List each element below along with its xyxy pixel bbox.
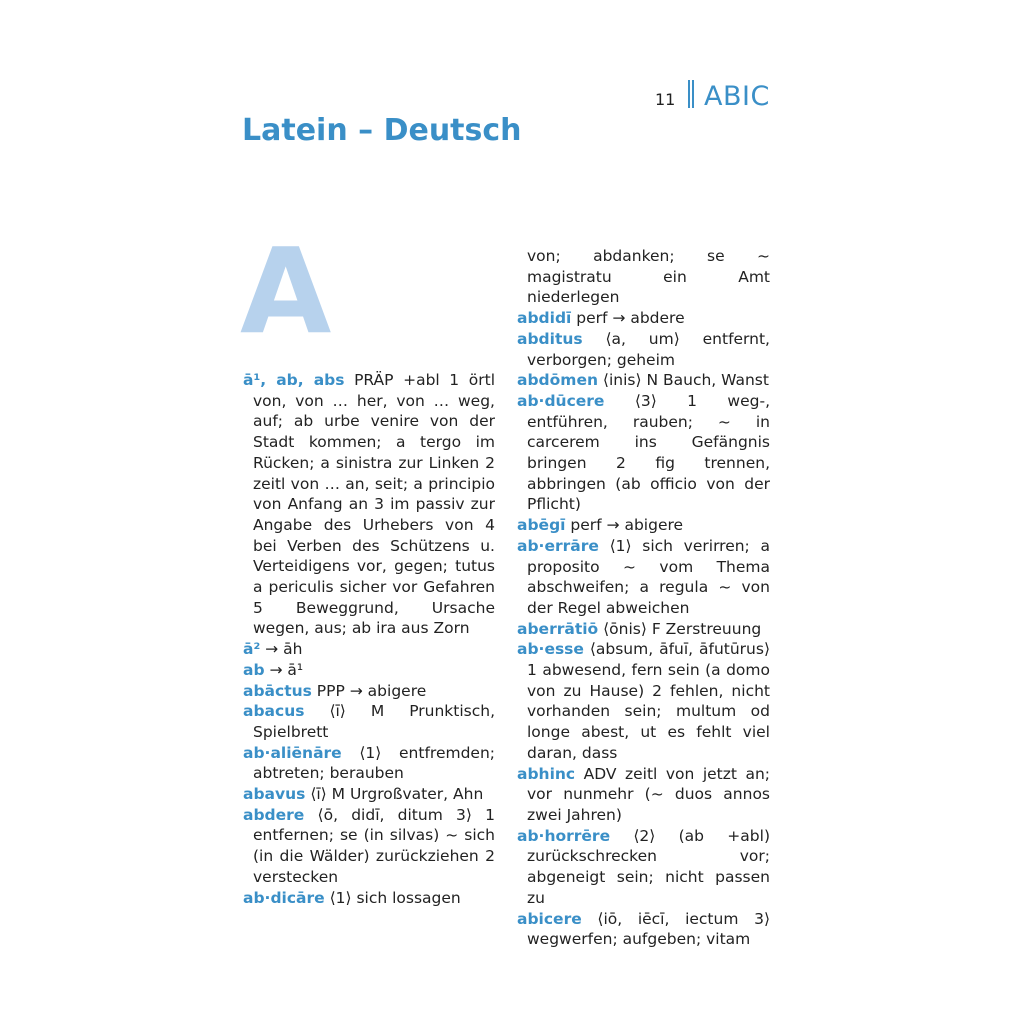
entry-text: ⟨1⟩ sich verirren; a proposito ~ vom Thema abschweifen; a regula ~ von der Regel abweichen [527, 536, 770, 617]
dictionary-entry [243, 701, 495, 742]
dictionary-entry [243, 639, 495, 660]
headword: abāctus [243, 681, 312, 700]
headword: ab·dūcere [517, 391, 605, 410]
double-bar-divider [692, 80, 694, 108]
headword: aberrātiō [517, 619, 599, 638]
headword: ab [243, 660, 265, 679]
entry-text: ⟨3⟩ 1 weg-, entführen, rauben; ~ in carcerem ins Gefängnis bringen 2 fig trennen, abbringen (ab officio von der Pflicht) [527, 391, 770, 514]
double-bar-divider [688, 80, 690, 108]
headword: ab·horrēre [517, 826, 611, 845]
dictionary-entry [243, 660, 495, 681]
headword: ā¹, ab, abs [243, 371, 345, 389]
dictionary-entry [517, 329, 770, 370]
entry-text: ⟨ōnis⟩ F Zerstreuung [598, 619, 762, 638]
headword: abhinc [517, 764, 576, 783]
dictionary-entry [517, 764, 770, 826]
dictionary-entry [243, 784, 495, 805]
entry-text: ⟨ī⟩ M Prunktisch, Spielbrett [253, 702, 495, 741]
entry-text: → āh [260, 640, 303, 659]
entry-text: → ā¹ [264, 660, 304, 679]
entry-text: ⟨absum, āfuī, āfutūrus⟩ 1 abwesend, fern sein (a domo von zu Hause) 2 fehlen, nicht vorhanden sein; multum od longe abest, ut es fehlt viel daran, dass [527, 640, 770, 762]
entry-text: ⟨iō, iēcī, iectum 3⟩ wegwerfen; aufgeben; vitam [527, 909, 770, 949]
dictionary-entry [517, 536, 770, 619]
headword: abacus [243, 702, 305, 721]
headword: abdidī [517, 309, 572, 328]
entry-text: von; abdanken; se ~ magistratu ein Amt niederlegen [527, 247, 770, 307]
entry-text: ⟨ō, didī, ditum 3⟩ 1 entfernen; se (in silvas) ~ sich (in die Wälder) zurückziehen 2 verstecken [253, 805, 495, 886]
entry-text: ⟨ī⟩ M Urgroßvater, Ahn [305, 785, 484, 804]
dictionary-entry [517, 515, 770, 536]
entry-text: ⟨1⟩ entfremden; abtreten; berauben [253, 743, 495, 783]
page-number: 11 [655, 90, 676, 109]
dictionary-entry [243, 888, 495, 909]
entry-text: ⟨inis⟩ N Bauch, Wanst [598, 371, 769, 390]
section-letter: A [240, 222, 332, 360]
headword: ā² [243, 640, 261, 659]
running-head-text: ABIC [704, 81, 770, 112]
entry-text: ⟨1⟩ sich lossagen [324, 888, 461, 907]
headword: ab·errāre [517, 536, 599, 555]
headword: abdōmen [517, 371, 598, 390]
headword: abēgī [517, 516, 566, 535]
entry-text: ⟨a, um⟩ entfernt, verborgen; geheim [527, 329, 770, 369]
entry-text: PRÄP +abl 1 örtl von, von … her, von … weg, auf; ab urbe venire von der Stadt kommen; a tergo im Rücken; a sinistra zur Linken 2 zeitl von … an, seit; a principio von Anfang an 3 im passiv zur Angabe des Urhebers von 4 bei Verben des Schützens u. Verteidigens vor, gegen; tutus a periculis sicher vor Gefahren 5 Beweggrund, Ursache wegen, aus; ab ira aus Zorn [253, 371, 495, 638]
running-head [688, 80, 770, 112]
dictionary-entry [243, 805, 495, 888]
headword: abditus [517, 329, 583, 348]
dictionary-entry [517, 308, 770, 329]
headword: abicere [517, 909, 582, 928]
dictionary-entry [243, 681, 495, 702]
entry-text: ADV zeitl von jetzt an; vor nunmehr (~ duos annos zwei Jahren) [527, 764, 770, 824]
dictionary-entry [517, 370, 770, 391]
column-right [517, 246, 770, 950]
headword: ab·esse [517, 640, 584, 659]
entry-text: perf → abdere [571, 309, 685, 328]
dictionary-entry [517, 639, 770, 763]
headword: ab·dicāre [243, 888, 325, 907]
entry-text: perf → abigere [565, 516, 684, 535]
dictionary-entry [517, 619, 770, 640]
dictionary-entry [243, 743, 495, 784]
dictionary-entry [517, 909, 770, 950]
headword: abdere [243, 805, 305, 824]
column-left [243, 370, 495, 908]
entry-text: PPP → abigere [311, 681, 427, 700]
dictionary-entry [517, 391, 770, 515]
dictionary-entry [517, 826, 770, 909]
headword: ab·aliēnāre [243, 743, 342, 762]
entry-text: ⟨2⟩ (ab +abl) zurückschrecken vor; abgeneigt sein; nicht passen zu [527, 826, 770, 907]
dictionary-entry [243, 370, 495, 639]
dictionary-entry-continuation [517, 246, 770, 308]
page-title: Latein – Deutsch [242, 113, 522, 148]
headword: abavus [243, 785, 306, 804]
